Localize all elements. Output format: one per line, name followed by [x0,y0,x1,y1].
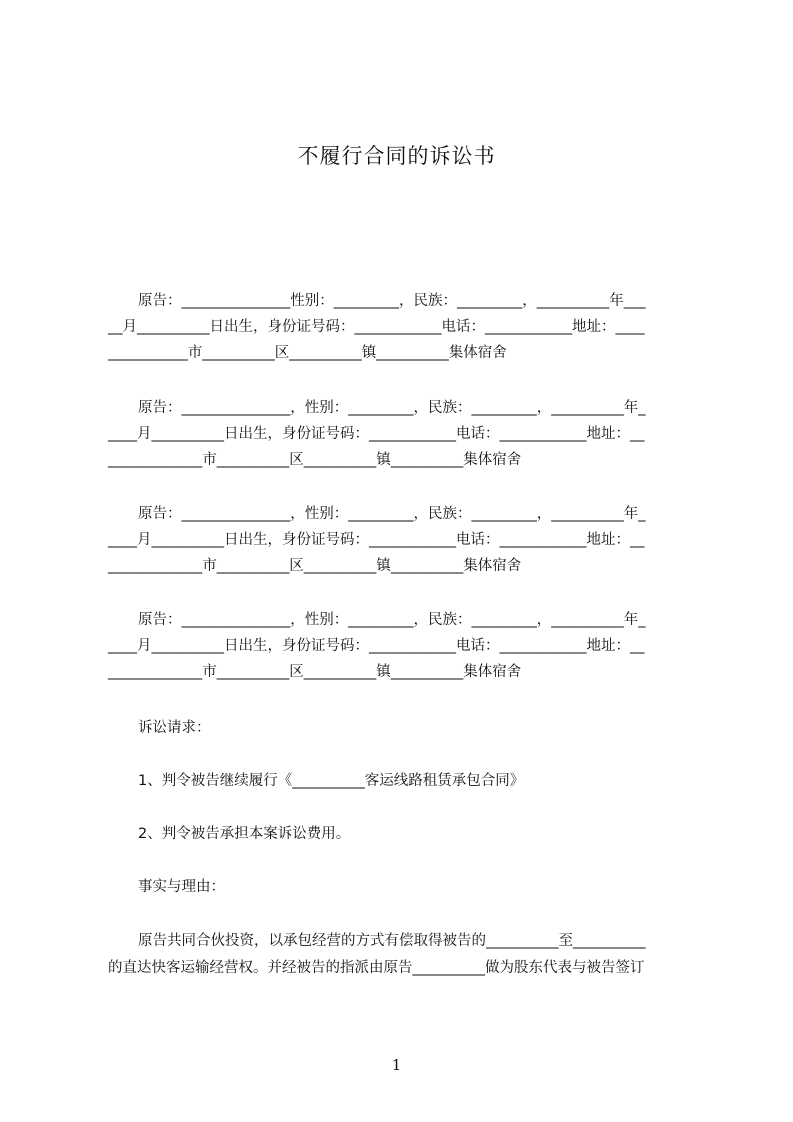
plaintiff-line: _____________市__________区__________镇__________集体宿舍 [108,452,522,468]
plaintiff-line: ____月__________日出生，身份证号码：____________电话：____________地址：__ [108,532,645,548]
plaintiff-line: 原告：_______________，性别：_________，民族：_________，__________年_ [138,400,646,416]
plaintiff-line: ____月__________日出生，身份证号码：____________电话：____________地址：__ [108,426,645,442]
plaintiff-line: ___________市__________区__________镇__________集体宿舍 [108,345,507,361]
plaintiff-line: 原告：_______________，性别：_________，民族：_________，__________年_ [138,612,646,628]
plaintiff-line: ____月__________日出生，身份证号码：____________电话：____________地址：__ [108,638,645,654]
claims-heading: 诉讼请求： [138,720,211,736]
facts-paragraph-line: 的直达快客运输经营权。并经被告的指派由原告__________做为股东代表与被告签订 [108,960,645,976]
plaintiff-line: _____________市__________区__________镇__________集体宿舍 [108,664,522,680]
plaintiff-line: __月__________日出生，身份证号码：____________电话：____________地址：____ [108,319,645,335]
plaintiff-line: _____________市__________区__________镇__________集体宿舍 [108,558,522,574]
plaintiff-line: 原告：_______________，性别：_________，民族：_________，__________年_ [138,506,646,522]
page-number: 1 [391,1056,402,1074]
plaintiff-line: 原告：_______________性别：_________，民族：_________，__________年___ [138,293,646,309]
claim-item: 2、判令被告承担本案诉讼费用。 [138,826,351,842]
facts-heading: 事实与理由： [138,879,225,895]
document-title: 不履行合同的诉讼书 [297,144,496,168]
facts-paragraph-line: 原告共同合伙投资，以承包经营的方式有偿取得被告的__________至__________ [138,933,646,949]
claim-item: 1、判令被告继续履行《__________客运线路租赁承包合同》 [138,773,525,789]
